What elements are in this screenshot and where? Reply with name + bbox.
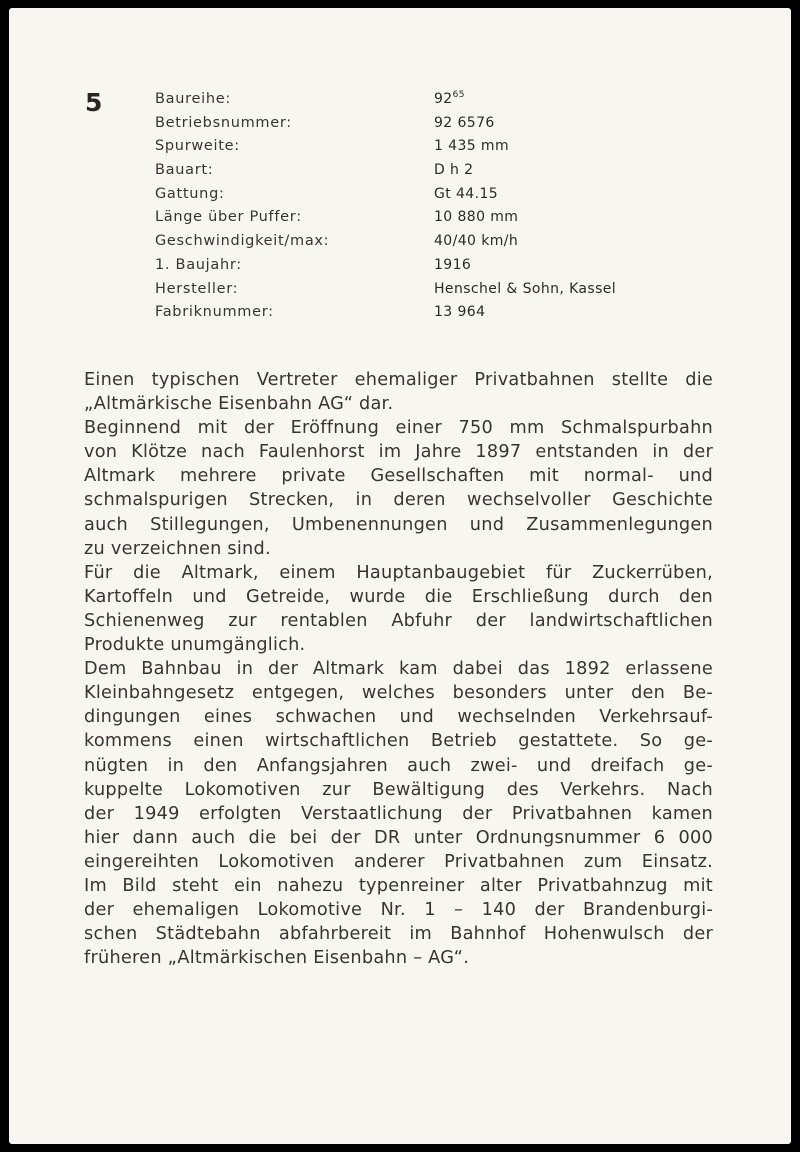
spec-value: D h 2 [434,162,474,179]
description-line: hier dann auch die bei der DR unter Ordnungsnummer 6 000 [84,827,713,848]
spec-value: 10 880 mm [434,209,519,226]
spec-value: Henschel & Sohn, Kassel [434,280,617,297]
spec-row-geschwindigkeit [155,230,715,254]
description-line: Kartoffeln und Getreide, wurde die Erschließung durch den [84,586,713,607]
spec-row-baureihe [155,88,715,112]
description-line: schen Städtebahn abfahrbereit im Bahnhof Hohenwulsch der [84,924,713,945]
spec-label: Bauart: [155,162,214,179]
spec-row-betriebsnummer [155,112,715,136]
spec-table [155,88,715,325]
description-line: Im Bild steht ein nahezu typenreiner alter Privatbahnzug mit [84,875,713,896]
description-line: zu verzeichnen sind. [84,538,271,559]
description-line: auch Stillegungen, Umbenennungen und Zusammenlegungen [84,514,713,535]
spec-label: Gattung: [155,185,225,202]
info-card [9,8,791,1144]
description-line: Schienenweg zur rentablen Abfuhr der landwirtschaftlichen [84,610,713,631]
description-line: der 1949 erfolgten Verstaatlichung der Privatbahnen kamen [84,803,713,824]
spec-value-main: 92 [434,91,453,107]
description-line: Kleinbahngesetz entgegen, welches besonders unter den Be- [84,683,713,704]
spec-value: 13 964 [434,304,486,321]
spec-row-fabriknummer [155,301,715,325]
spec-value: Gt 44.15 [434,185,499,202]
spec-label: Spurweite: [155,138,240,155]
card-number: 5 [85,88,103,117]
spec-value: 40/40 km/h [434,233,519,250]
description-line: kuppelte Lokomotiven zur Bewältigung des Verkehrs. Nach [84,779,713,800]
spec-row-hersteller [155,278,715,302]
description-line: Produkte unumgänglich. [84,635,306,656]
spec-label: Länge über Puffer: [155,209,302,226]
spec-row-bauart [155,159,715,183]
description-line: eingereihten Lokomotiven anderer Privatbahnen zum Einsatz. [84,851,713,872]
description-line: kommens einen wirtschaftlichen Betrieb gestattete. So ge- [84,731,713,752]
spec-label: Fabriknummer: [155,304,274,321]
description-line: Für die Altmark, einem Hauptanbaugebiet für Zuckerrüben, [84,562,713,583]
description-line: „Altmärkische Eisenbahn AG“ dar. [84,394,394,415]
spec-value: 1916 [434,256,472,273]
description-line: von Klötze nach Faulenhorst im Jahre 1897 entstanden in der [84,442,713,463]
spec-row-baujahr [155,254,715,278]
spec-label: Baureihe: [155,91,231,107]
description-line: dingungen eines schwachen und wechselnden Verkehrsauf- [84,707,713,728]
spec-label: Hersteller: [155,280,239,297]
spec-row-spurweite [155,135,715,159]
description-line: Dem Bahnbau in der Altmark kam dabei das 1892 erlassene [84,659,713,680]
description-line: Beginnend mit der Eröffnung einer 750 mm Schmalspurbahn [84,418,713,439]
spec-value-superscript: 65 [452,90,465,100]
spec-value: 92 6576 [434,114,495,131]
description-line: schmalspurigen Strecken, in deren wechselvoller Geschichte [84,490,713,511]
description-line: Einen typischen Vertreter ehemaliger Privatbahnen stellte die [84,370,713,390]
spec-row-gattung [155,183,715,207]
spec-label: Geschwindigkeit/max: [155,233,330,250]
spec-value [434,88,465,112]
description-line: früheren „Altmärkischen Eisenbahn – AG“. [84,948,470,969]
description-line: nügten in den Anfangsjahren auch zwei- und dreifach ge- [84,755,713,776]
spec-label: 1. Baujahr: [155,256,242,273]
description-text [84,368,713,970]
spec-row-laenge [155,206,715,230]
description-line: der ehemaligen Lokomotive Nr. 1 – 140 der Brandenburgi- [84,900,713,921]
spec-value: 1 435 mm [434,138,510,155]
description-line: Altmark mehrere private Gesellschaften mit normal- und [84,466,713,487]
spec-label: Betriebsnummer: [155,114,292,131]
